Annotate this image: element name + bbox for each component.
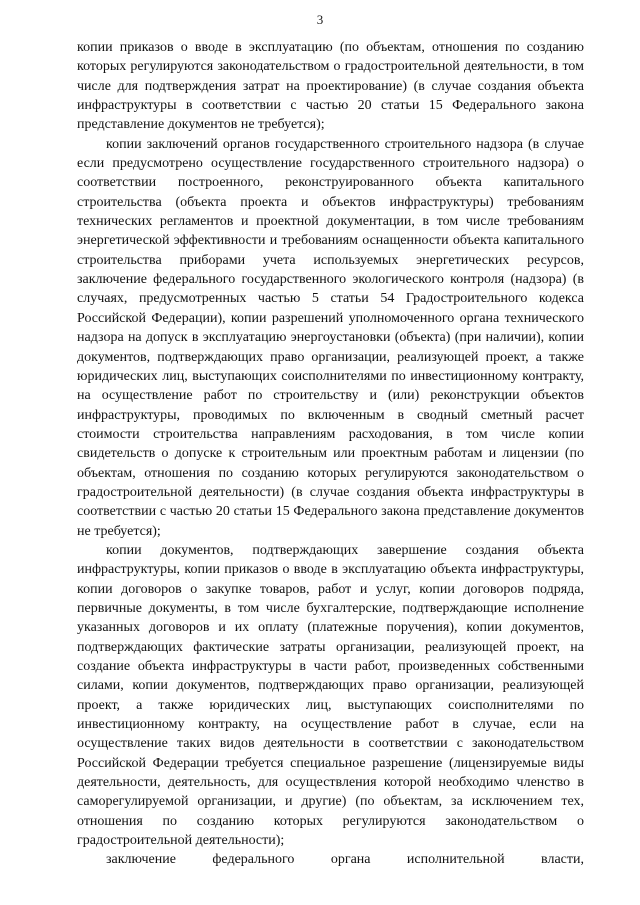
paragraph-order-copies: копии приказов о вводе в эксплуатацию (по объектам, отношения по созданию которых регулируются законодательством о градостроительной деятельности, в том числе для подтверждения затрат на проектирование) (в случае создания объекта инфраструктуры в соответствии с частью 20 статьи 15 Федерального закона представление документов не требуется); [77,40,584,133]
document-body [77,38,584,870]
paragraph-supervision-conclusions: копии заключений органов государственного строительного надзора (в случае если предусмотрено осуществление государственного строительного надзора) о соответствии построенного, реконструированного объекта капитального строительства (объекта проекта и объектов инфраструктуры) требованиям технических регламентов и проектной документации, в том числе требованиям энергетической эффективности и требованиям оснащенности объекта капитального строительства приборами учета используемых энергетических ресурсов, заключение федерального государственного экологического контроля (надзора) (в случаях, предусмотренных частью 5 статьи 54 Градостроительного кодекса Российской Федерации), копии разрешений уполномоченного органа технического надзора на допуск в эксплуатацию энергоустановки (объекта) (при наличии), копии документов, подтверждающих право организации, реализующей проект, а также юридических лиц, выступающих соисполнителями по инвестиционному контракту, на осуществление работ по строительству и (или) реконструкции объектов инфраструктуры, проводимых по включенным в сводный сметный расчет стоимости строительства направлениям расходования, в том числе копии свидетельств о допуске к строительным или проектным работам и лицензии (по объектам, отношения по созданию которых регулируются законодательством о градостроительной деятельности) (в случае создания объекта инфраструктуры в соответствии с частью 20 статьи 15 Федерального закона представление документов не требуется); [77,136,584,539]
page-number: 3 [316,12,324,27]
paragraph-federal-authority-conclusion: заключение федерального органа исполнительной власти, [106,852,584,868]
paragraph-completion-documents: копии документов, подтверждающих завершение создания объекта инфраструктуры, копии приказов о вводе в эксплуатацию объекта инфраструктуры, копии договоров о закупке товаров, работ и услуг, копии договоров подряда, первичные документы, в том числе бухгалтерские, подтверждающие исполнение указанных договоров и их оплату (платежные поручения), копии документов, подтверждающих фактические затраты организации, реализующей проект, на создание объекта инфраструктуры в части работ, произведенных собственными силами, копии документов, подтверждающих право организации, реализующей проект, а также юридических лиц, выступающих соисполнителями по инвестиционному контракту, на осуществление работ в случае, если на осуществление таких видов деятельности в соответствии с законодательством Российской Федерации требуется специальное разрешение (лицензируемые виды деятельности, деятельность, для осуществления которой необходимо членство в саморегулируемой организации, и другие) (по объектам, за исключением тех, отношения по созданию которых регулируются законодательством о градостроительной деятельности); [77,542,584,849]
